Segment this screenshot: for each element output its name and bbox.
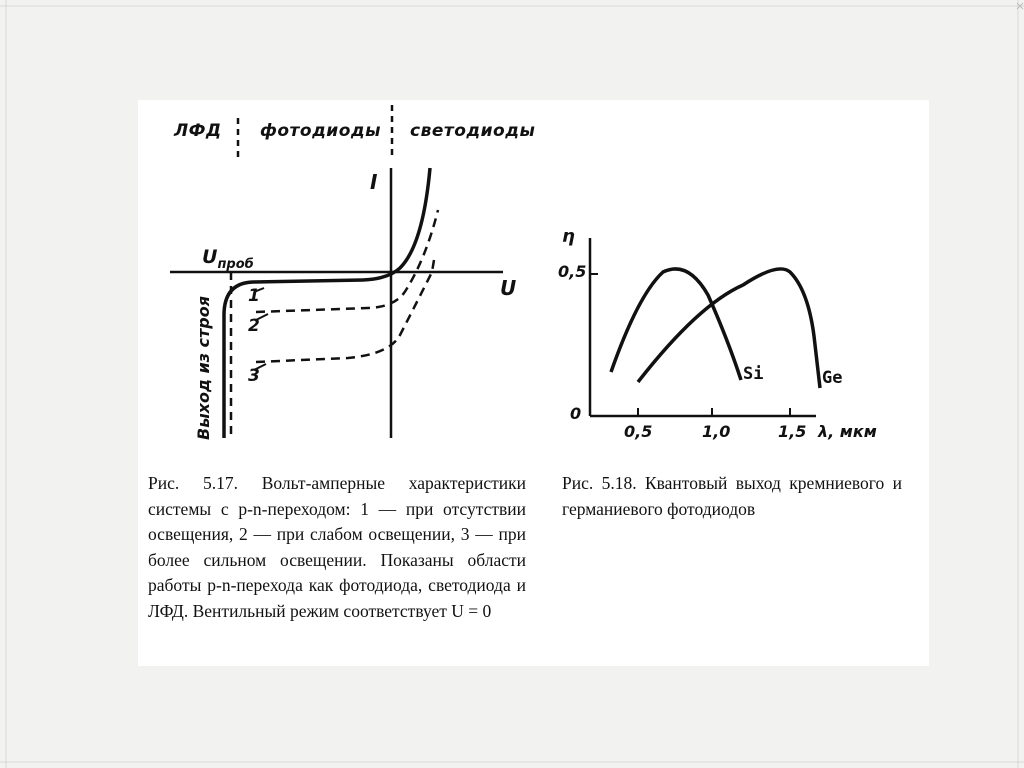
region-leds: светодиоды — [410, 121, 536, 141]
series-label-ge: Ge — [822, 368, 843, 388]
curve-2 — [256, 210, 438, 312]
breakdown-label: $U_{проб}$ — [202, 246, 254, 272]
series-si — [611, 269, 741, 380]
x-tick-label-1-5: 1,5 — [778, 422, 807, 441]
breakout-label: Выход из строя — [194, 295, 213, 440]
curve-label-2: 2 — [248, 316, 260, 336]
caption-fig-5-18: Рис. 5.18. Квантовый выход кремниевого и германиевого фотодиодов — [562, 473, 902, 519]
figure-panel — [138, 100, 929, 666]
series-ge — [638, 269, 820, 388]
x-tick-label-1-0: 1,0 — [702, 422, 731, 441]
x-tick-label-0-5: 0,5 — [624, 422, 653, 441]
curve-label-3: 3 — [248, 366, 260, 386]
caption-fig-5-17: Рис. 5.17. Вольт-амперные характеристики системы с p-n-переходом: 1 — при отсутствии освещения, 2 — при слабом освещении, 3 — при более сильном освещении. Показаны области работы p-n-перехода как фотодиода, светодиода и ЛФД. Вентильный режим соответствует U = 0 — [148, 473, 526, 621]
lambda-label: λ, мкм — [818, 422, 877, 441]
eta-label: η — [562, 226, 575, 247]
y-tick-label-0-5: 0,5 — [558, 262, 587, 281]
y-tick-label-0: 0 — [570, 404, 582, 423]
region-lfd: ЛФД — [174, 121, 222, 141]
u-axis-label: U — [500, 276, 517, 300]
curve-label-1: 1 — [248, 286, 260, 306]
region-photodiodes: фотодиоды — [260, 121, 382, 141]
series-label-si: Si — [743, 364, 764, 384]
i-axis-label: I — [370, 170, 378, 194]
curve-3 — [256, 260, 434, 362]
